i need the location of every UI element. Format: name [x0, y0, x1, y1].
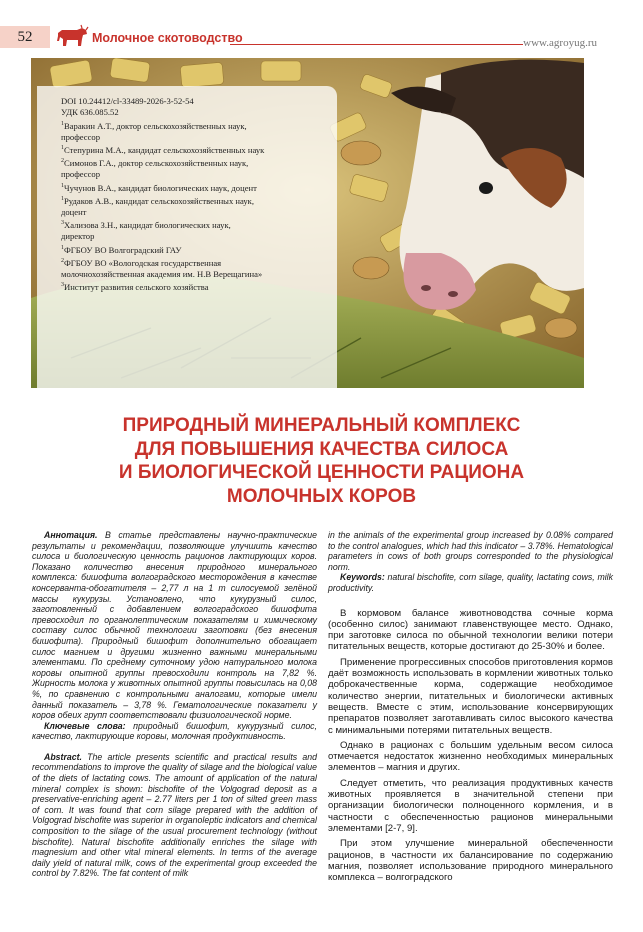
annotation-paragraph: [32, 530, 317, 721]
body-paragraph: При этом улучшение минеральной обеспеченности рационов, в частности их балансирование по содержанию магния, позволяет использование природного минерального комплекса – волгоградского: [328, 838, 613, 884]
author-line: [61, 143, 329, 156]
affiliation-marker: 3: [61, 282, 64, 289]
author-line: [61, 169, 329, 180]
body-text: [328, 608, 613, 884]
abstract-paragraph: [32, 752, 317, 879]
author-text: Варакин А.Т., доктор сельскохозяйственных наук,: [64, 120, 247, 131]
author-text: Симонов Г.А., доктор сельскохозяйственных наук,: [64, 158, 249, 169]
annotation-label: Аннотация.: [44, 530, 98, 540]
author-line: [61, 207, 329, 218]
annotation-text: В статье представлены научно-практические результаты и рекомендации, позволяющие улучшить качество силоса и биологическую ценность рационов лактирующих коров. Показано количество внесения природного минерального комплекса: бишофита волгоградского месторождения в качестве консерванта-обогатителя – 2,77 л на 1 т силосуемой зелёной массы кукурузы. Установлено, что кукурузный силос, заготовленный с добавлением волгоградского бишофита превосходил по органолептическим показателям и химическому составу силос обычной технологии заготовки (без внесения бишофита). Природный бишофит дополнительно обогащает силос магнием и другими жизненно важными минеральными элементами. По среднему суточному удою натурального молока коровы опытной группы превосходили контроль на 7,82 %. Жирность молока у животных опытной группы повысилась на 0,08 %, по сравнению с контрольными аналогами, которые имели данный показатель – 3,78 %. Гематологические показатели у коров обеих групп соответствовали физиологической норме.: [32, 530, 317, 721]
author-text: молочнохозяйственная академия им. Н.В Верещагина»: [61, 269, 263, 280]
body-paragraph: Применение прогрессивных способов приготовления кормов даёт возможность использовать в кормлении животных только доброкачественные корма, содержащие необходимое количество энергии, питательных и биологически активных веществ. Вместе с этим, использование консервирующих препаратов позволяет заготавливать силос высокого качества с минимальными потерями питательных веществ.: [328, 656, 613, 736]
author-text: профессор: [61, 131, 101, 142]
abstract-text: The article presents scientific and practical results and recommendations to improve the quality of silage and the biological value of the diets of lactating cows. The amount of application of the natural mineral complex is shown: bischofite of the Volgograd deposit as a preservative-enriching agent – 2.77 liters per 1 ton of silted green mass of corn. It was found that corn silage prepared with the addition of Volgograd bischofite was superior in organoleptic indicators and chemical composition to the silage of the usual procurement technology (without bischofite). Natural bischofite additionally enriches the silage with magnesium and other vital mineral elements. In terms of the average daily yield of natural milk, cows of the experimental group exceeded the control by 7.82%. The fat content of milk: [32, 751, 317, 879]
author-line: [61, 194, 329, 207]
author-line: [61, 231, 329, 242]
author-text: Чучунов В.А., кандидат биологических наук, доцент: [64, 182, 257, 193]
author-line: [61, 156, 329, 169]
title-line: ДЛЯ ПОВЫШЕНИЯ КАЧЕСТВА СИЛОСА: [134, 438, 509, 460]
keywords-en-paragraph: [328, 572, 613, 593]
keywords-en-label: Keywords:: [340, 572, 385, 583]
affiliation-marker: 1: [61, 145, 64, 152]
author-line: [61, 243, 329, 256]
affiliation-marker: 2: [61, 158, 64, 165]
keywords-ru-text: природный бишофит, кукурузный силос, качество, лактирующие коровы, молочная продуктивность.: [32, 720, 317, 742]
title-line: МОЛОЧНЫХ КОРОВ: [226, 485, 417, 507]
section-title: Молочное скотоводство: [92, 31, 243, 45]
author-text: доцент: [61, 206, 87, 217]
site-url: www.agroyug.ru: [523, 37, 597, 49]
abstract-label: Abstract.: [44, 751, 82, 762]
author-line: [61, 280, 329, 293]
page-number: 52: [0, 26, 50, 48]
author-text: Институт развития сельского хозяйства: [64, 282, 209, 293]
author-text: директор: [61, 231, 95, 242]
cow-logo-icon: [55, 24, 89, 50]
author-line: [61, 256, 329, 269]
author-text: Хализова З.Н., кандидат биологических наук,: [64, 220, 231, 231]
author-text: Степурина М.А., кандидат сельскохозяйственных наук: [64, 144, 265, 155]
title-line: ПРИРОДНЫЙ МИНЕРАЛЬНЫЙ КОМПЛЕКС: [122, 415, 521, 436]
author-text: Рудаков А.В., кандидат сельскохозяйственных наук,: [64, 195, 254, 206]
hero-photo: [31, 58, 584, 388]
affiliation-marker: 2: [61, 257, 64, 264]
body-paragraph: Следует отметить, что реализация продуктивных качеств животных проявляется в значительной степени при организации биологически полноценного кормления, и в частности с обеспеченностью рационов минеральными элементами [2-7, 9].: [328, 777, 613, 834]
affiliation-marker: 1: [61, 182, 64, 189]
left-column: [32, 530, 317, 879]
author-text: ФГБОУ ВО Волгоградский ГАУ: [64, 244, 182, 255]
keywords-ru-label: Ключевые слова:: [44, 720, 126, 731]
affiliation-marker: 3: [61, 220, 64, 227]
author-line: [61, 119, 329, 132]
udc-line: УДК 636.085.52: [61, 107, 119, 118]
author-list: [61, 119, 329, 294]
author-text: профессор: [61, 169, 101, 180]
title-line: И БИОЛОГИЧЕСКОЙ ЦЕННОСТИ РАЦИОНА: [118, 462, 525, 483]
body-paragraph: В кормовом балансе животноводства сочные корма (особенно силос) занимают главенствующее место. Однако, при заготовке силоса по обычной технологии велики потери питательных веществ, которые достигают до 25-30% и более.: [328, 607, 613, 653]
article-info-box: [37, 86, 337, 388]
author-text: ФГБОУ ВО «Вологодская государственная: [64, 257, 222, 268]
keywords-en-text: natural bischofite, corn silage, quality, lactating cows, milk productivity.: [328, 572, 613, 593]
right-column: [328, 530, 613, 883]
header-rule: [230, 44, 523, 45]
author-line: [61, 218, 329, 231]
author-line: [61, 269, 329, 280]
abstract-continuation: in the animals of the experimental group increased by 0.08% compared to the control analogues, which had this indicator – 3.78%. Hematological parameters in cows of both groups corresponded to the physiological norm.: [328, 530, 613, 572]
doi-line: DOI 10.24412/cl-33489-2026-3-52-54: [61, 96, 194, 106]
article-title: [40, 414, 603, 508]
author-line: [61, 132, 329, 143]
affiliation-marker: 1: [61, 120, 64, 127]
affiliation-marker: 1: [61, 195, 64, 202]
author-line: [61, 181, 329, 194]
affiliation-marker: 1: [61, 244, 64, 251]
keywords-ru-paragraph: [32, 721, 317, 742]
body-paragraph: Однако в рационах с большим удельным весом силоса отмечается недостаток жизненно необходимых минеральных элементов – магния и других.: [328, 739, 613, 774]
